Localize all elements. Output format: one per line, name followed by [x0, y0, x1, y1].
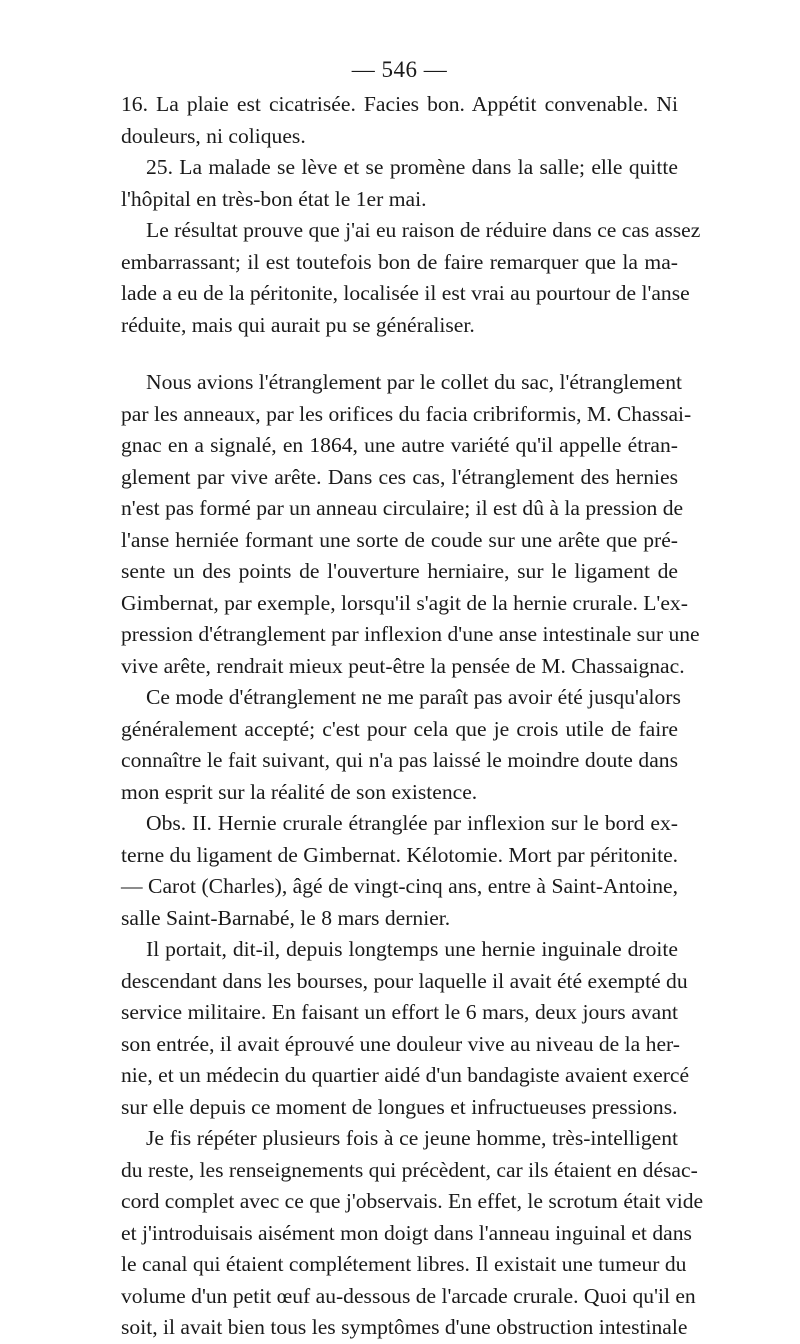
text-line: son entrée, il avait éprouvé une douleur vive au niveau de la her-	[121, 1031, 680, 1056]
paragraph	[121, 215, 701, 341]
text-line: Obs. II. Hernie crurale étranglée par inflexion sur le bord ex-	[146, 811, 678, 835]
text-line: nie, et un médecin du quartier aidé d'un bandagiste avaient exercé	[121, 1063, 690, 1087]
text-line: Gimbernat, par exemple, lorsqu'il s'agit de la hernie crurale. L'ex-	[121, 590, 688, 615]
text-line: n'est pas formé par un anneau circulaire; il est dû à la pression de	[121, 496, 684, 520]
text-line: Nous avions l'étranglement par le collet du sac, l'étranglement	[146, 370, 683, 394]
text-line: mon esprit sur la réalité de son existence.	[121, 779, 478, 804]
text-line: salle Saint-Barnabé, le 8 mars dernier.	[121, 905, 451, 930]
paragraph	[121, 1123, 704, 1344]
text-line: l'anse herniée formant une sorte de coude sur une arête que pré-	[121, 527, 678, 552]
text-line: du reste, les renseignements qui précèdent, car ils étaient en désac-	[121, 1157, 698, 1182]
text-line: l'hôpital en très-bon état le 1er mai.	[121, 186, 427, 211]
text-line: sente un des points de l'ouverture herniaire, sur le ligament de	[121, 559, 678, 583]
text-line: généralement accepté; c'est pour cela que je crois utile de faire	[121, 716, 678, 741]
text-line: Il portait, dit-il, depuis longtemps une hernie inguinale droite	[146, 937, 678, 961]
text-line: service militaire. En faisant un effort le 6 mars, deux jours avant	[121, 1000, 678, 1024]
text-line: gnac en a signalé, en 1864, une autre variété qu'il appelle étran-	[121, 433, 678, 457]
paragraph	[121, 152, 678, 215]
text-line: soit, il avait bien tous les symptômes d'une obstruction intestinale	[121, 1315, 688, 1339]
paragraph	[121, 682, 681, 808]
text-line: et j'introduisais aisément mon doigt dans l'anneau inguinal et dans	[121, 1220, 692, 1245]
body-text	[121, 89, 704, 1344]
text-line: Je fis répéter plusieurs fois à ce jeune homme, très-intelligent	[146, 1126, 678, 1150]
text-line: sur elle depuis ce moment de longues et infructueuses pressions.	[121, 1094, 678, 1119]
text-line: 16. La plaie est cicatrisée. Facies bon. Appétit convenable. Ni	[121, 92, 678, 116]
text-line: douleurs, ni coliques.	[121, 123, 306, 148]
text-line: connaître le fait suivant, qui n'a pas laissé le moindre doute dans	[121, 748, 678, 772]
paragraph	[121, 934, 690, 1123]
text-line: Le résultat prouve que j'ai eu raison de réduire dans ce cas assez	[146, 218, 701, 242]
text-line: 25. La malade se lève et se promène dans la salle; elle quitte	[146, 155, 678, 179]
text-line: par les anneaux, par les orifices du facia cribriformis, M. Chassai-	[121, 401, 692, 426]
text-line: glement par vive arête. Dans ces cas, l'étranglement des hernies	[121, 464, 678, 489]
text-line: Ce mode d'étranglement ne me paraît pas avoir été jusqu'alors	[146, 685, 681, 709]
section-gap	[121, 341, 678, 367]
text-line: le canal qui étaient complétement libres. Il existait une tumeur du	[121, 1252, 687, 1276]
paragraph	[121, 808, 678, 934]
text-line: descendant dans les bourses, pour laquelle il avait été exempté du	[121, 968, 688, 993]
text-line: terne du ligament de Gimbernat. Kélotomie. Mort par péritonite.	[121, 842, 679, 867]
text-line: lade a eu de la péritonite, localisée il est vrai au pourtour de l'anse	[121, 281, 690, 305]
page-number: — 546 —	[351, 57, 448, 82]
text-line: pression d'étranglement par inflexion d'une anse intestinale sur une	[121, 622, 700, 646]
text-line: cord complet avec ce que j'observais. En effet, le scrotum était vide	[121, 1189, 704, 1213]
text-line: — Carot (Charles), âgé de vingt-cinq ans, entre à Saint-Antoine,	[121, 874, 678, 898]
text-line: vive arête, rendrait mieux peut-être la pensée de M. Chassaignac.	[121, 653, 685, 678]
text-line: réduite, mais qui aurait pu se généraliser.	[121, 312, 475, 337]
paragraph	[121, 89, 678, 152]
paragraph	[121, 341, 700, 682]
text-line: embarrassant; il est toutefois bon de faire remarquer que la ma-	[121, 249, 678, 274]
text-line: volume d'un petit œuf au-dessous de l'arcade crurale. Quoi qu'il en	[121, 1283, 696, 1308]
